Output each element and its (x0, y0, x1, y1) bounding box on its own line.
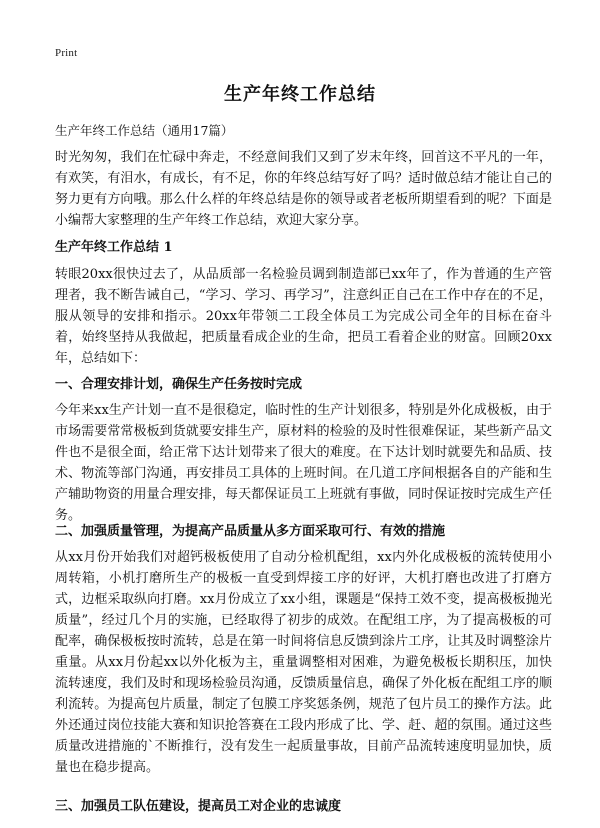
subheading-1-paragraph: 今年来xx生产计划一直不是很稳定，临时性的生产计划很多，特别是外化成极板，由于市场需要常常极板到货就要安排生产，原材料的检验的及时性很难保证，某些新产品文件也不是很全面，给正常下达计划带来了很大的难度。在下达计划时就要先和品质、技术、物流等部门沟通，再安排员工具体的上班时间。在几道工序间根据各自的产能和生产辅助物资的用量合理安排，每天都保证员工上班就有事做，同时保证按时完成生产任务。 (55, 403, 552, 523)
page-title: 生产年终工作总结 (224, 84, 376, 105)
section-heading-1: 生产年终工作总结 1 (55, 240, 173, 255)
subheading-3: 三、加强员工队伍建设，提高员工对企业的忠诚度 (55, 799, 342, 814)
subheading-1: 一、合理安排计划，确保生产任务按时完成 (55, 377, 303, 392)
subheading-2-paragraph: 从xx月份开始我们对超钙极板使用了自动分检机配组，xx内外化成极板的流转使用小周转箱，小机打磨所生产的极板一直受到焊接工序的好评，大机打磨也改进了打磨方式，边框采取纵向打磨。xx月份成立了xx小组，课题是“保持工效不变，提高极板抛光质量”，经过几个月的实施，已经取得了初步的成效。在配组工序，为了提高极板的可配率，确保极板按时流转，总是在第一时间将信息反馈到涂片工序，让其及时调整涂片重量。从xx月份起xx以外化板为主，重量调整相对困难，为避免极板长期积压，加快流转速度，我们及时和现场检验员沟通，反馈质量信息，确保了外化板在配组工序的顺利流转。为提高包片质量，制定了包膜工序奖惩条例，规范了包片员工的操作方法。此外还通过岗位技能大赛和知识抢答赛在工段内形成了比、学、赶、超的氛围。通过这些质量改进措施的`不断推行，没有发生一起质量事故，目前产品流转速度明显加快，质量也在稳步提高。 (55, 550, 552, 775)
print-label: Print (55, 47, 78, 59)
intro-paragraph: 时光匆匆，我们在忙碌中奔走，不经意间我们又到了岁末年终，回首这不平凡的一年，有欢笑，有泪水，有成长，有不足，你的年终总结写好了吗？适时做总结才能让自己的努力更有方向哦。那么什么样的年终总结是你的领导或者老板所期望看到的呢？下面是小编帮大家整理的生产年终工作总结，欢迎大家分享。 (55, 150, 552, 228)
section-1-paragraph: 转眼20xx很快过去了，从品质部一名检验员调到制造部已xx年了，作为普通的生产管理者，我不断告诫自己，“学习、学习、再学习”，注意纠正自己在工作中存在的不足，服从领导的安排和指示。20xx年带领二工段全体员工为完成公司全年的目标在奋斗着，始终坚持从我做起，把质量看成企业的生命，把员工看着企业的财富。回顾20xx年，总结如下： (55, 267, 552, 366)
subheading-2: 二、加强质量管理，为提高产品质量从多方面采取可行、有效的措施 (55, 524, 446, 539)
page-subtitle: 生产年终工作总结（通用17篇） (55, 123, 234, 138)
